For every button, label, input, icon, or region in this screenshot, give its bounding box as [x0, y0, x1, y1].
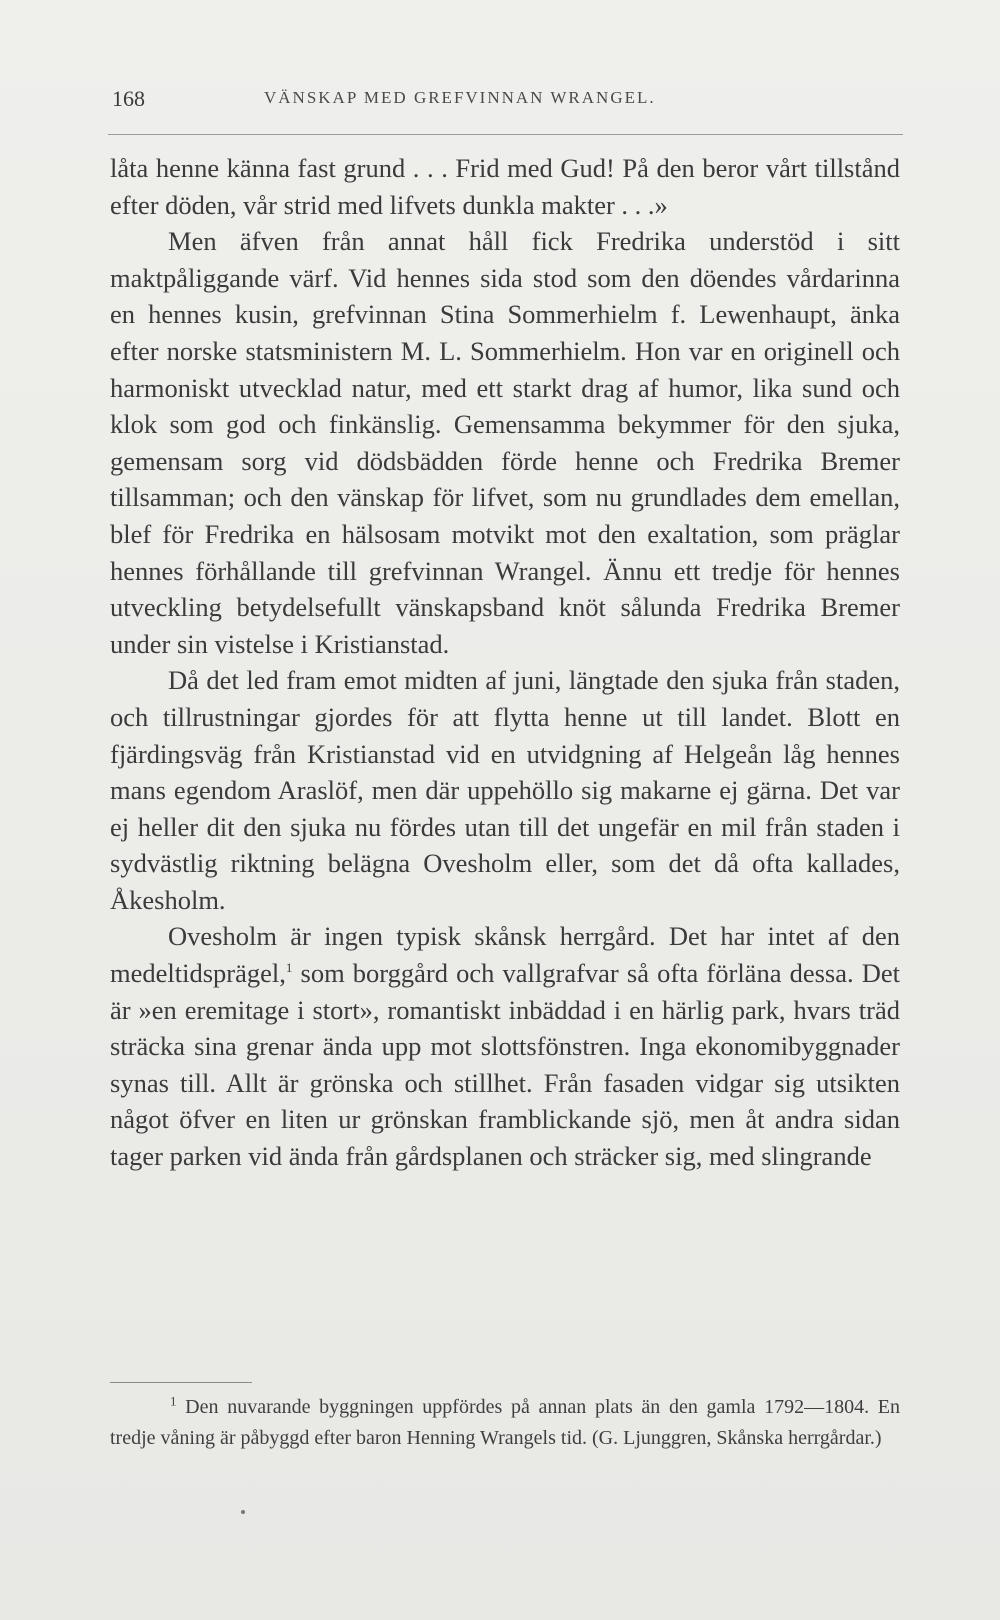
paragraph-text: som borggård och vallgrafvar så ofta förläna dessa. Det är »en eremitage i stort», romantiskt inbäddad i en härlig park, hvars träd sträcka sina grenar ända upp mot slottsfönstren. Inga ekonomibyggnader synas till. Allt är grönska och stillhet. Från fasaden vidgar sig utsikten något öfver en liten ur grönskan framblickande sjö, men åt andra sidan tager parken vid ända från gårdsplanen och sträcker sig, med slingrande	[110, 958, 900, 1172]
running-head: VÄNSKAP MED GREFVINNAN WRANGEL.	[264, 88, 656, 107]
paragraph-text: Ovesholm är ingen typisk skånsk herrgård. Det har intet af den medeltidsprägel,	[110, 921, 900, 989]
paragraph	[110, 918, 900, 1174]
page-header	[112, 86, 902, 116]
print-speck	[241, 1510, 245, 1514]
footnote-text: Den nuvarande byggningen uppfördes på annan plats än den gamla 1792—1804. En tredje våning är påbyggd efter baron Henning Wrangels tid. (G. Ljunggren, Skånska herrgårdar.)	[110, 1396, 900, 1449]
footnote-reference[interactable]: 1	[285, 960, 293, 976]
paragraph-continuation: låta henne känna fast grund . . . Frid med Gud! På den beror vårt tillstånd efter döden, vår strid med lifvets dunkla makter . . .»	[110, 153, 900, 220]
footnote	[110, 1392, 900, 1454]
main-text	[110, 150, 900, 1175]
paragraph: Men äfven från annat håll fick Fredrika understöd i sitt maktpåliggande värf. Vid hennes sida stod som den döendes vårdarinna en hennes kusin, grefvinnan Stina Sommerhielm f. Lewenhaupt, änka efter norske statsministern M. L. Sommerhielm. Hon var en originell och harmoniskt utvecklad natur, med ett starkt drag af humor, lika sund och klok som god och finkänslig. Gemensamma bekymmer för den sjuka, gemensam sorg vid dödsbädden förde henne och Fredrika Bremer tillsamman; och den vänskap för lifvet, som nu grundlades dem emellan, blef för Fredrika en hälsosam motvikt mot den exaltation, som präglar hennes förhållande till grefvinnan Wrangel. Ännu ett tredje för hennes utveckling betydelsefullt vänskapsband knöt sålunda Fredrika Bremer under sin vistelse i Kristianstad.	[110, 226, 900, 659]
footnote-rule	[110, 1382, 252, 1383]
paragraph: Då det led fram emot midten af juni, längtade den sjuka från staden, och tillrustningar gjordes för att flytta henne ut till landet. Blott en fjärdingsväg från Kristianstad vid en utvidgning af Helgeån låg hennes mans egendom Araslöf, men där uppehöllo sig makarne ej gärna. Det var ej heller dit den sjuka nu fördes utan till det ungefär en mil från staden i sydvästlig riktning belägna Ovesholm eller, som det då ofta kallades, Åkesholm.	[110, 665, 900, 915]
footnote-mark: 1	[170, 1393, 177, 1409]
page-number: 168	[112, 86, 145, 111]
footnote-paragraph	[110, 1392, 900, 1454]
header-rule	[108, 134, 903, 135]
